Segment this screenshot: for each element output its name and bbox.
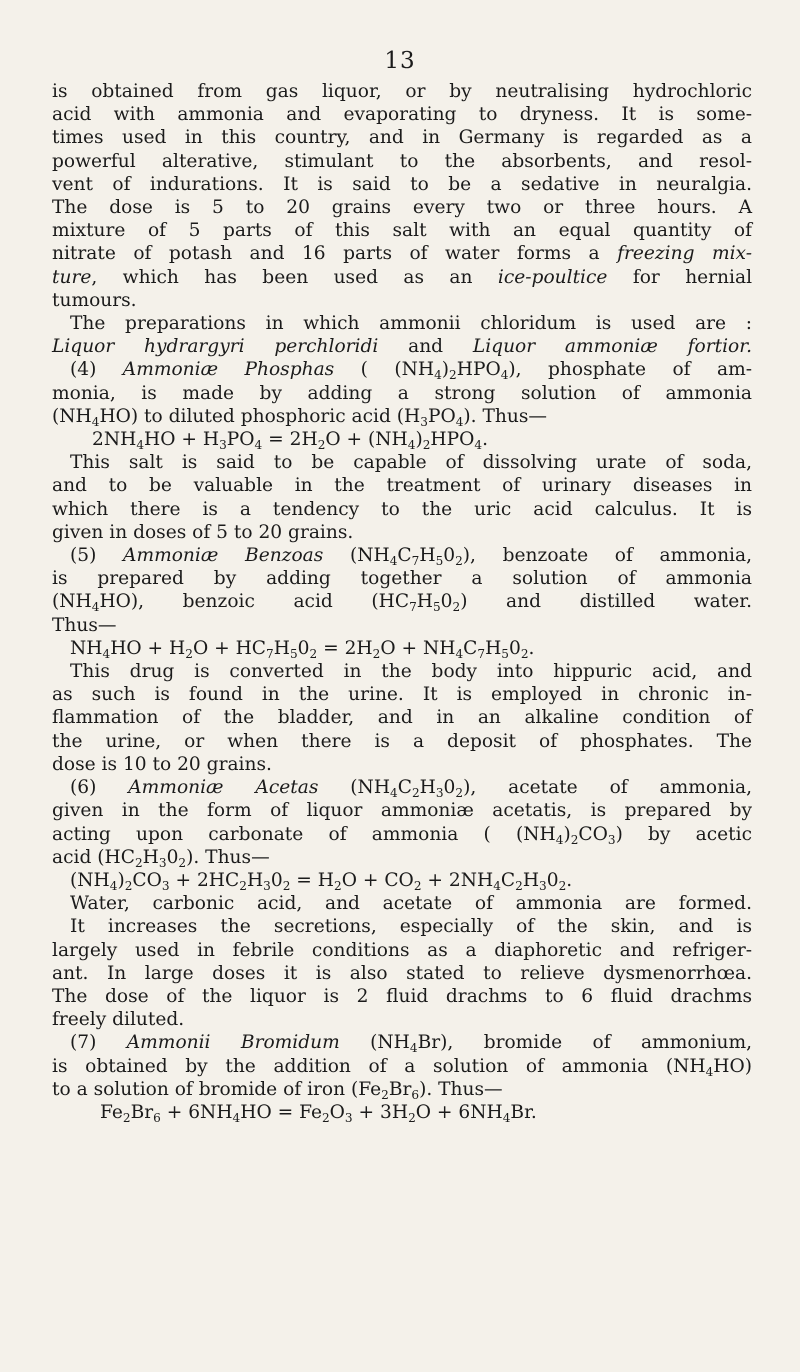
text-line: $2NH_4HO + H_3PO_4 = 2H_2O + (NH_4)_2HPO_4$.: [92, 429, 488, 453]
text-line: The preparations in which ammonii chloridum is used are :: [70, 313, 752, 335]
text-line: flammation of the bladder, and in an alkaline condition of: [52, 707, 752, 729]
text-line: (7) Ammonii Bromidum $(NH_4Br)$, bromide of ammonium,: [70, 1032, 753, 1056]
text-line: and to be valuable in the treatment of urinary diseases in: [52, 475, 752, 497]
page-body-text: [52, 80, 752, 1124]
text-line: monia, is made by adding a strong solution of ammonia: [52, 382, 752, 404]
text-line: to a solution of bromide of iron $(Fe_2Br_6)$. Thus—: [52, 1078, 503, 1102]
text-line: given in doses of 5 to 20 grains.: [52, 521, 354, 543]
text-line: The dose is 5 to 20 grains every two or three hours. A: [52, 197, 752, 219]
text-line: ture, which has been used as an ice-poultice for hernial: [52, 266, 753, 288]
page-number: 13: [384, 48, 416, 74]
text-line: nitrate of potash and 16 parts of water forms a freezing mix-: [52, 243, 752, 265]
text-line: This salt is said to be capable of dissolving urate of soda,: [70, 452, 752, 474]
text-line: freely diluted.: [52, 1009, 185, 1031]
text-line: Liquor hydrargyri perchloridi and Liquor ammoniæ fortior.: [52, 336, 752, 358]
text-line: mixture of 5 parts of this salt with an equal quantity of: [52, 220, 752, 242]
text-line: powerful alterative, stimulant to the absorbents, and resol-: [52, 150, 752, 172]
text-line: times used in this country, and in Germany is regarded as a: [52, 127, 752, 149]
text-line: (4) Ammoniæ Phosphas ( $(NH_4)_2HPO_4$), phosphate of am-: [70, 359, 752, 383]
text-line: acid $(HC_2H_30_2)$. Thus—: [52, 846, 270, 870]
text-line: which there is a tendency to the uric acid calculus. It is: [52, 498, 752, 520]
text-line: Thus—: [52, 614, 117, 636]
text-line: tumours.: [52, 289, 137, 311]
text-line: dose is 10 to 20 grains.: [52, 753, 272, 775]
text-line: $(NH_4)_2CO_3 + 2HC_2H_30_2 = H_2O + CO_2 + 2NH_4C_2H_30_2$.: [70, 869, 573, 893]
text-line: This drug is converted in the body into hippuric acid, and: [70, 661, 752, 683]
text-line: The dose of the liquor is 2 fluid drachms to 6 fluid drachms: [52, 985, 752, 1007]
text-line: acid with ammonia and evaporating to dryness. It is some-: [52, 104, 752, 126]
text-line: the urine, or when there is a deposit of phosphates. The: [52, 730, 752, 752]
text-line: is obtained by the addition of a solution of ammonia $(NH_4HO)$: [52, 1055, 752, 1079]
text-line: largely used in febrile conditions as a diaphoretic and refriger-: [52, 939, 752, 961]
text-line: $NH_4HO + H_2O + HC_7H_50_2 = 2H_2O + NH_4C_7H_50_2$.: [70, 637, 535, 661]
text-line: (6) Ammoniæ Acetas $(NH_4C_2H_30_2)$, acetate of ammonia,: [70, 777, 753, 801]
text-line: given in the form of liquor ammoniæ acetatis, is prepared by: [52, 800, 752, 822]
text-line: (5) Ammoniæ Benzoas $(NH_4C_7H_50_2)$, benzoate of ammonia,: [70, 545, 752, 569]
text-line: Water, carbonic acid, and acetate of ammonia are formed.: [70, 893, 752, 915]
text-line: vent of indurations. It is said to be a sedative in neuralgia.: [52, 173, 752, 195]
text-line: $(NH_4HO)$ to diluted phosphoric acid $(H_3PO_4)$. Thus—: [52, 405, 547, 429]
text-line: $(NH_4HO)$, benzoic acid $(HC_7H_50_2)$ and distilled water.: [52, 591, 752, 615]
text-line: is prepared by adding together a solution of ammonia: [52, 568, 752, 590]
text-line: is obtained from gas liquor, or by neutralising hydrochloric: [52, 81, 752, 102]
text-line: $Fe_2Br_6 + 6NH_4HO = Fe_2O_3 + 3H_2O + 6NH_4Br$.: [100, 1101, 537, 1125]
text-line: It increases the secretions, especially of the skin, and is: [70, 916, 752, 938]
text-line: acting upon carbonate of ammonia ( $(NH_4)_2CO_3$) by acetic: [52, 823, 752, 847]
text-line: as such is found in the urine. It is employed in chronic in-: [52, 684, 752, 706]
text-line: ant. In large doses it is also stated to relieve dysmenorrhœa.: [52, 962, 752, 984]
